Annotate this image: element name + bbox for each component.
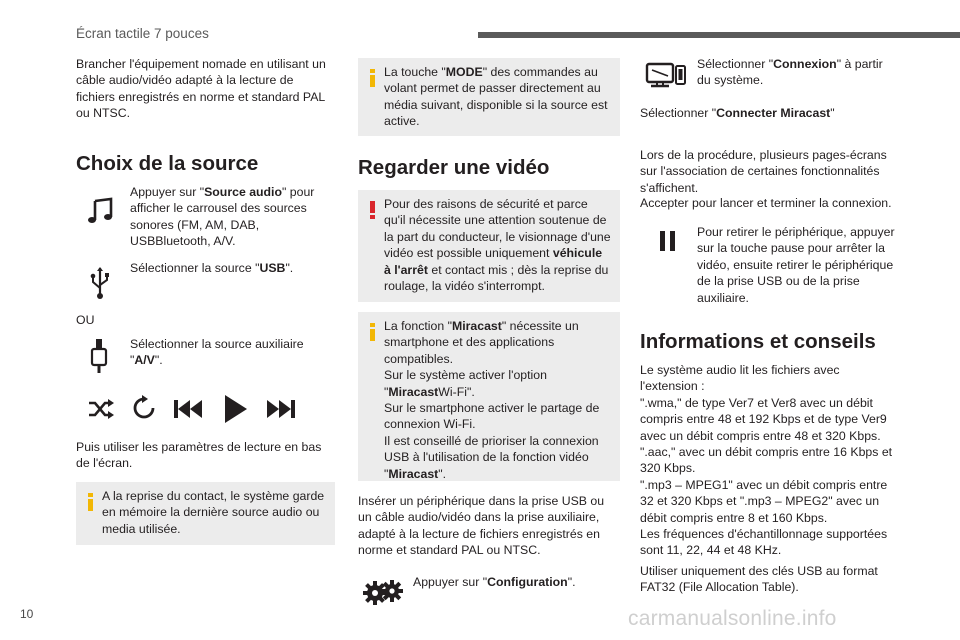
memory-info-note	[76, 482, 335, 545]
pause-icon	[659, 230, 677, 252]
music-note-icon	[86, 196, 116, 226]
smartphone-screen-icon	[645, 62, 687, 88]
previous-track-icon	[173, 398, 203, 420]
play-icon	[224, 394, 248, 424]
memory-info-text: A la reprise du contact, le système garde en mémoire la dernière source audio ou media utilisée.	[102, 489, 325, 536]
accept-connection-text: Accepter pour lancer et terminer la connexion.	[640, 196, 892, 210]
settings-gears-icon	[362, 578, 404, 606]
remove-device-text: Pour retirer le périphérique, appuyer sur la touche pause pour arrêter la vidéo, ensuite retirer le périphérique de la prise USB ou de la prise auxiliaire.	[697, 225, 895, 305]
info-icon	[85, 492, 97, 510]
insert-device-text: Insérer un périphérique dans la prise USB ou un câble audio/vidéo dans la prise auxiliaire, adapté à la lecture de fichiers enregistrés en norme et standard PAL ou NTSC.	[358, 494, 605, 558]
miracast-info-note	[358, 312, 620, 481]
heading-choix-source: Choix de la source	[76, 152, 259, 175]
next-track-icon	[266, 398, 296, 420]
mode-key-text: La touche "MODE" des commandes au volant permet de passer directement au média suivant, disponible si la source est active.	[384, 65, 608, 129]
mode-key-note	[358, 58, 620, 136]
ou-text: OU	[76, 313, 95, 327]
procedure-text: Lors de la procédure, plusieurs pages-écrans sur l'association de certaines fonctionnalités s'affichent.	[640, 148, 887, 195]
warning-icon	[367, 200, 379, 218]
shuffle-icon	[87, 398, 115, 420]
info-icon	[367, 322, 379, 340]
heading-regarder-video: Regarder une vidéo	[358, 156, 550, 179]
aux-jack-icon	[89, 338, 109, 374]
supported-formats-text: Le système audio lit les fichiers avec l'extension : ".wma," de type Ver7 et Ver8 avec un débit compris entre 48 et 192 Kbps et de type Ver9 avec un débit compris entre 48 et 320 Kbps. ".aac," avec un débit compris entre 16 Kbps et 320 Kbps. ".mp3 – MPEG1" avec un débit compris entre 32 et 320 Kbps et ".mp3 – MPEG2" avec un débit compris entre 8 et 160 Kbps. Les fréquences d'échantillonnage supportées sont 11, 22, 44 et 48 KHz.	[640, 363, 893, 558]
connexion-text: Sélectionner "Connexion" à partir du système.	[697, 57, 883, 88]
info-icon	[367, 68, 379, 86]
usb-source-text: Sélectionner la source "USB".	[130, 261, 294, 275]
miracast-info-text: La fonction "Miracast" nécessite un smartphone et des applications compatibles. Sur le système activer l'option "MiracastWi-Fi". Sur le smartphone activer le partage de connexion Wi-Fi. Il est conseillé de prioriser la connexion USB à l'utilisation de la fonction vidéo "Miracast".	[384, 319, 600, 481]
playback-settings-text: Puis utiliser les paramètres de lecture en bas de l'écran.	[76, 440, 322, 471]
connect-miracast-text: Sélectionner "Connecter Miracast"	[640, 106, 835, 120]
configuration-text: Appuyer sur "Configuration".	[413, 575, 576, 589]
heading-informations-conseils: Informations et conseils	[640, 330, 876, 353]
safety-warning-text: Pour des raisons de sécurité et parce qu'il nécessite une attention soutenue de la part du conducteur, le visionnage d'une vidéo est possible uniquement véhicule à l'arrêt et contact mis ; dès la reprise du roulage, la vidéo s'interrompt.	[384, 197, 611, 294]
header-bar	[478, 32, 960, 38]
usb-key-format-text: Utiliser uniquement des clés USB au format FAT32 (File Allocation Table).	[640, 564, 878, 595]
intro-paragraph: Brancher l'équipement nomade en utilisant un câble audio/vidéo adapté à la lecture de fichiers enregistrés en norme et standard PAL ou NTSC.	[76, 57, 326, 121]
safety-warning-note	[358, 190, 620, 302]
repeat-icon	[131, 395, 157, 421]
watermark: carmanualsonline.info	[628, 607, 837, 630]
aux-source-text: Sélectionner la source auxiliaire "A/V".	[130, 337, 304, 368]
page-number: 10	[20, 607, 34, 621]
usb-icon	[89, 266, 111, 300]
page-header-title: Écran tactile 7 pouces	[76, 26, 209, 41]
source-audio-text: Appuyer sur "Source audio" pour afficher le carrousel des sources sonores (FM, AM, DAB, USBBluetooth, A/V.	[130, 185, 315, 249]
